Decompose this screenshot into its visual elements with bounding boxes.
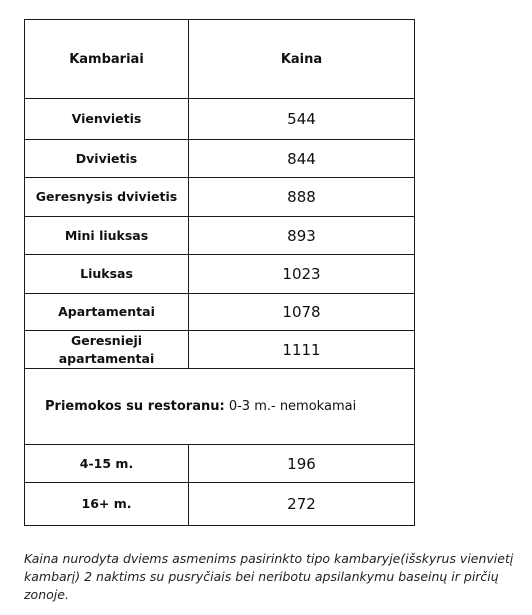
- room-price: 1023: [189, 255, 415, 294]
- column-header-rooms: Kambariai: [25, 20, 189, 99]
- table-row: [25, 255, 415, 294]
- table-row: [25, 99, 415, 140]
- age-price: 272: [189, 483, 415, 526]
- room-price: 1111: [189, 331, 415, 369]
- table-row: [25, 445, 415, 483]
- room-name: Vienvietis: [25, 99, 189, 140]
- room-price: 888: [189, 178, 415, 217]
- table-header-row: [25, 20, 415, 99]
- room-name: Geresnieji apartamentai: [25, 331, 189, 369]
- room-price: 544: [189, 99, 415, 140]
- table-row: [25, 294, 415, 331]
- table-row: [25, 217, 415, 255]
- table-row: [25, 140, 415, 178]
- table-row: [25, 483, 415, 526]
- room-name: Mini liuksas: [25, 217, 189, 255]
- column-header-price: Kaina: [189, 20, 415, 99]
- age-price: 196: [189, 445, 415, 483]
- room-name: Geresnysis dvivietis: [25, 178, 189, 217]
- restaurant-supplement-row: [25, 369, 415, 445]
- table-row: [25, 178, 415, 217]
- price-table: [24, 19, 415, 526]
- age-group: 4-15 m.: [25, 445, 189, 483]
- room-price: 893: [189, 217, 415, 255]
- room-price: 844: [189, 140, 415, 178]
- price-footnote: Kaina nurodyta dviems asmenims pasirinkto tipo kambaryje(išskyrus vienvietį kambarį) 2 naktims su pusryčiais bei neribotu apsilankymu baseinų ir pirčių zonoje.: [24, 551, 514, 602]
- table-row: [25, 331, 415, 369]
- age-group: 16+ m.: [25, 483, 189, 526]
- room-price: 1078: [189, 294, 415, 331]
- room-name: Liuksas: [25, 255, 189, 294]
- room-name: Apartamentai: [25, 294, 189, 331]
- restaurant-supplement-cell: [25, 369, 415, 445]
- room-name: Dvivietis: [25, 140, 189, 178]
- restaurant-supplement-note: 0-3 m.- nemokamai: [224, 399, 357, 414]
- restaurant-supplement-label: Priemokos su restoranu:: [45, 399, 225, 414]
